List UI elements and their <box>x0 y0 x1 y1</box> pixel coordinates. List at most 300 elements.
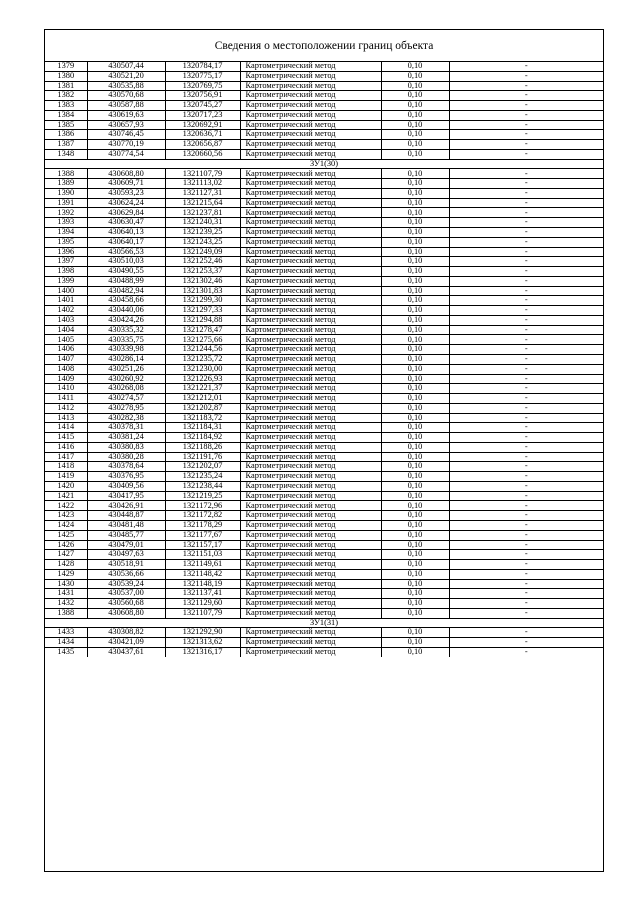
description-cell: - <box>449 511 603 521</box>
table-row <box>45 403 603 413</box>
method-cell: Картометрический метод <box>240 394 381 404</box>
y-coordinate-cell: 1321188,26 <box>165 442 240 452</box>
method-cell: Картометрический метод <box>240 442 381 452</box>
accuracy-cell: 0,10 <box>381 325 449 335</box>
section-label: ЗУ1(30) <box>45 159 603 169</box>
description-cell: - <box>449 579 603 589</box>
accuracy-cell: 0,10 <box>381 550 449 560</box>
y-coordinate-cell: 1321148,42 <box>165 569 240 579</box>
x-coordinate-cell: 430448,87 <box>87 511 165 521</box>
y-coordinate-cell: 1321275,66 <box>165 335 240 345</box>
description-cell: - <box>449 188 603 198</box>
y-coordinate-cell: 1320717,23 <box>165 110 240 120</box>
table-row <box>45 354 603 364</box>
table-row <box>45 169 603 179</box>
accuracy-cell: 0,10 <box>381 247 449 257</box>
x-coordinate-cell: 430507,44 <box>87 62 165 71</box>
description-cell: - <box>449 71 603 81</box>
accuracy-cell: 0,10 <box>381 501 449 511</box>
point-number-cell: 1387 <box>45 140 87 150</box>
method-cell: Картометрический метод <box>240 345 381 355</box>
description-cell: - <box>449 140 603 150</box>
table-row <box>45 237 603 247</box>
accuracy-cell: 0,10 <box>381 101 449 111</box>
y-coordinate-cell: 1321148,19 <box>165 579 240 589</box>
method-cell: Картометрический метод <box>240 62 381 71</box>
y-coordinate-cell: 1321212,01 <box>165 394 240 404</box>
description-cell: - <box>449 315 603 325</box>
description-cell: - <box>449 267 603 277</box>
y-coordinate-cell: 1320660,56 <box>165 149 240 159</box>
accuracy-cell: 0,10 <box>381 257 449 267</box>
method-cell: Картометрический метод <box>240 120 381 130</box>
point-number-cell: 1412 <box>45 403 87 413</box>
x-coordinate-cell: 430490,55 <box>87 267 165 277</box>
y-coordinate-cell: 1321221,37 <box>165 384 240 394</box>
accuracy-cell: 0,10 <box>381 452 449 462</box>
table-row <box>45 599 603 609</box>
accuracy-cell: 0,10 <box>381 394 449 404</box>
y-coordinate-cell: 1321113,02 <box>165 179 240 189</box>
table-row <box>45 462 603 472</box>
y-coordinate-cell: 1321177,67 <box>165 530 240 540</box>
x-coordinate-cell: 430560,68 <box>87 599 165 609</box>
description-cell: - <box>449 62 603 71</box>
method-cell: Картометрический метод <box>240 110 381 120</box>
point-number-cell: 1380 <box>45 71 87 81</box>
y-coordinate-cell: 1320769,75 <box>165 81 240 91</box>
description-cell: - <box>449 130 603 140</box>
method-cell: Картометрический метод <box>240 198 381 208</box>
x-coordinate-cell: 430619,63 <box>87 110 165 120</box>
method-cell: Картометрический метод <box>240 472 381 482</box>
table-row <box>45 149 603 159</box>
accuracy-cell: 0,10 <box>381 472 449 482</box>
description-cell: - <box>449 413 603 423</box>
y-coordinate-cell: 1321253,37 <box>165 267 240 277</box>
accuracy-cell: 0,10 <box>381 130 449 140</box>
point-number-cell: 1428 <box>45 560 87 570</box>
table-row <box>45 228 603 238</box>
x-coordinate-cell: 430608,80 <box>87 608 165 618</box>
description-cell: - <box>449 335 603 345</box>
point-number-cell: 1408 <box>45 364 87 374</box>
description-cell: - <box>449 276 603 286</box>
point-number-cell: 1399 <box>45 276 87 286</box>
x-coordinate-cell: 430308,82 <box>87 628 165 638</box>
description-cell: - <box>449 228 603 238</box>
x-coordinate-cell: 430481,48 <box>87 520 165 530</box>
x-coordinate-cell: 430380,83 <box>87 442 165 452</box>
section-label: ЗУ1(31) <box>45 618 603 628</box>
table-row <box>45 628 603 638</box>
x-coordinate-cell: 430609,71 <box>87 179 165 189</box>
point-number-cell: 1427 <box>45 550 87 560</box>
y-coordinate-cell: 1321239,25 <box>165 228 240 238</box>
y-coordinate-cell: 1321127,31 <box>165 188 240 198</box>
y-coordinate-cell: 1321202,07 <box>165 462 240 472</box>
y-coordinate-cell: 1321252,46 <box>165 257 240 267</box>
x-coordinate-cell: 430458,66 <box>87 296 165 306</box>
table-row <box>45 140 603 150</box>
point-number-cell: 1421 <box>45 491 87 501</box>
y-coordinate-cell: 1321301,83 <box>165 286 240 296</box>
method-cell: Картометрический метод <box>240 101 381 111</box>
x-coordinate-cell: 430482,94 <box>87 286 165 296</box>
x-coordinate-cell: 430421,09 <box>87 638 165 648</box>
accuracy-cell: 0,10 <box>381 354 449 364</box>
point-number-cell: 1379 <box>45 62 87 71</box>
y-coordinate-cell: 1321243,25 <box>165 237 240 247</box>
section-header-row <box>45 618 603 628</box>
x-coordinate-cell: 430274,57 <box>87 394 165 404</box>
table-row <box>45 120 603 130</box>
accuracy-cell: 0,10 <box>381 149 449 159</box>
accuracy-cell: 0,10 <box>381 608 449 618</box>
point-number-cell: 1422 <box>45 501 87 511</box>
accuracy-cell: 0,10 <box>381 296 449 306</box>
method-cell: Картометрический метод <box>240 560 381 570</box>
accuracy-cell: 0,10 <box>381 228 449 238</box>
point-number-cell: 1419 <box>45 472 87 482</box>
y-coordinate-cell: 1321226,93 <box>165 374 240 384</box>
accuracy-cell: 0,10 <box>381 560 449 570</box>
point-number-cell: 1404 <box>45 325 87 335</box>
table-row <box>45 218 603 228</box>
accuracy-cell: 0,10 <box>381 403 449 413</box>
description-cell: - <box>449 394 603 404</box>
point-number-cell: 1406 <box>45 345 87 355</box>
description-cell: - <box>449 325 603 335</box>
x-coordinate-cell: 430479,01 <box>87 540 165 550</box>
accuracy-cell: 0,10 <box>381 647 449 656</box>
method-cell: Картометрический метод <box>240 530 381 540</box>
description-cell: - <box>449 638 603 648</box>
description-cell: - <box>449 442 603 452</box>
description-cell: - <box>449 91 603 101</box>
y-coordinate-cell: 1321184,92 <box>165 433 240 443</box>
point-number-cell: 1388 <box>45 608 87 618</box>
description-cell: - <box>449 306 603 316</box>
method-cell: Картометрический метод <box>240 384 381 394</box>
description-cell: - <box>449 237 603 247</box>
x-coordinate-cell: 430570,68 <box>87 91 165 101</box>
y-coordinate-cell: 1321107,79 <box>165 169 240 179</box>
description-cell: - <box>449 491 603 501</box>
table-row <box>45 638 603 648</box>
x-coordinate-cell: 430286,14 <box>87 354 165 364</box>
point-number-cell: 1395 <box>45 237 87 247</box>
y-coordinate-cell: 1321297,33 <box>165 306 240 316</box>
method-cell: Картометрический метод <box>240 179 381 189</box>
method-cell: Картометрический метод <box>240 325 381 335</box>
accuracy-cell: 0,10 <box>381 286 449 296</box>
x-coordinate-cell: 430587,88 <box>87 101 165 111</box>
point-number-cell: 1396 <box>45 247 87 257</box>
x-coordinate-cell: 430629,84 <box>87 208 165 218</box>
table-row <box>45 560 603 570</box>
method-cell: Картометрический метод <box>240 91 381 101</box>
table-row <box>45 384 603 394</box>
y-coordinate-cell: 1321151,03 <box>165 550 240 560</box>
accuracy-cell: 0,10 <box>381 110 449 120</box>
table-row <box>45 520 603 530</box>
accuracy-cell: 0,10 <box>381 589 449 599</box>
method-cell: Картометрический метод <box>240 501 381 511</box>
x-coordinate-cell: 430251,26 <box>87 364 165 374</box>
point-number-cell: 1431 <box>45 589 87 599</box>
table-row <box>45 101 603 111</box>
table-row <box>45 550 603 560</box>
point-number-cell: 1394 <box>45 228 87 238</box>
point-number-cell: 1424 <box>45 520 87 530</box>
x-coordinate-cell: 430630,47 <box>87 218 165 228</box>
y-coordinate-cell: 1321249,09 <box>165 247 240 257</box>
point-number-cell: 1432 <box>45 599 87 609</box>
point-number-cell: 1417 <box>45 452 87 462</box>
method-cell: Картометрический метод <box>240 306 381 316</box>
boundary-points-table <box>45 62 603 657</box>
point-number-cell: 1388 <box>45 169 87 179</box>
method-cell: Картометрический метод <box>240 374 381 384</box>
accuracy-cell: 0,10 <box>381 579 449 589</box>
point-number-cell: 1386 <box>45 130 87 140</box>
table-row <box>45 364 603 374</box>
point-number-cell: 1413 <box>45 413 87 423</box>
method-cell: Картометрический метод <box>240 247 381 257</box>
accuracy-cell: 0,10 <box>381 374 449 384</box>
accuracy-cell: 0,10 <box>381 462 449 472</box>
method-cell: Картометрический метод <box>240 218 381 228</box>
table-row <box>45 130 603 140</box>
description-cell: - <box>449 540 603 550</box>
table-row <box>45 452 603 462</box>
y-coordinate-cell: 1320775,17 <box>165 71 240 81</box>
y-coordinate-cell: 1321178,29 <box>165 520 240 530</box>
table-row <box>45 481 603 491</box>
method-cell: Картометрический метод <box>240 81 381 91</box>
method-cell: Картометрический метод <box>240 315 381 325</box>
table-row <box>45 345 603 355</box>
table-row <box>45 394 603 404</box>
point-number-cell: 1384 <box>45 110 87 120</box>
y-coordinate-cell: 1320756,91 <box>165 91 240 101</box>
description-cell: - <box>449 530 603 540</box>
x-coordinate-cell: 430440,06 <box>87 306 165 316</box>
table-row <box>45 442 603 452</box>
table-row <box>45 579 603 589</box>
description-cell: - <box>524 647 528 657</box>
method-cell: Картометрический метод <box>240 413 381 423</box>
point-number-cell: 1418 <box>45 462 87 472</box>
method-cell: Картометрический метод <box>240 608 381 618</box>
table-row <box>45 325 603 335</box>
method-cell: Картометрический метод <box>240 257 381 267</box>
description-cell: - <box>449 81 603 91</box>
accuracy-cell: 0,10 <box>381 306 449 316</box>
y-coordinate-cell: 1321238,44 <box>165 481 240 491</box>
x-coordinate-cell: 430518,91 <box>87 560 165 570</box>
accuracy-cell: 0,10 <box>381 267 449 277</box>
table-row <box>45 198 603 208</box>
point-number-cell: 1405 <box>45 335 87 345</box>
y-coordinate-cell: 1321129,60 <box>165 599 240 609</box>
y-coordinate-cell: 1320692,91 <box>165 120 240 130</box>
description-cell: - <box>449 120 603 130</box>
x-coordinate-cell: 430497,63 <box>87 550 165 560</box>
description-cell: - <box>449 452 603 462</box>
accuracy-cell: 0,10 <box>381 423 449 433</box>
x-coordinate-cell: 430282,38 <box>87 413 165 423</box>
y-coordinate-cell: 1321107,79 <box>165 608 240 618</box>
accuracy-cell: 0,10 <box>381 188 449 198</box>
y-coordinate-cell: 1320784,17 <box>165 62 240 71</box>
y-coordinate-cell: 1321230,00 <box>165 364 240 374</box>
description-cell: - <box>449 433 603 443</box>
point-number-cell: 1389 <box>45 179 87 189</box>
method-cell: Картометрический метод <box>240 569 381 579</box>
table-row <box>45 530 603 540</box>
accuracy-cell: 0,10 <box>381 599 449 609</box>
method-cell: Картометрический метод <box>240 364 381 374</box>
accuracy-cell: 0,10 <box>381 481 449 491</box>
method-cell: Картометрический метод <box>240 208 381 218</box>
point-number-cell: 1398 <box>45 267 87 277</box>
accuracy-cell: 0,10 <box>381 628 449 638</box>
description-cell: - <box>449 198 603 208</box>
accuracy-cell: 0,10 <box>381 491 449 501</box>
method-cell: Картометрический метод <box>240 628 381 638</box>
point-number-cell: 1381 <box>45 81 87 91</box>
table-row <box>45 179 603 189</box>
description-cell: - <box>449 403 603 413</box>
coordinates-sheet <box>44 29 604 872</box>
point-number-cell: 1397 <box>45 257 87 267</box>
accuracy-cell: 0,10 <box>381 345 449 355</box>
method-cell: Картометрический метод <box>240 520 381 530</box>
y-coordinate-cell: 1321191,76 <box>165 452 240 462</box>
accuracy-cell: 0,10 <box>381 81 449 91</box>
y-coordinate-cell: 1321172,82 <box>165 511 240 521</box>
point-number-cell: 1382 <box>45 91 87 101</box>
accuracy-cell: 0,10 <box>381 638 449 648</box>
x-coordinate-cell: 430657,93 <box>87 120 165 130</box>
method-cell: Картометрический метод <box>240 638 381 648</box>
y-coordinate-cell: 1321137,41 <box>165 589 240 599</box>
x-coordinate-cell: 430335,32 <box>87 325 165 335</box>
description-cell: - <box>449 608 603 618</box>
method-cell: Картометрический метод <box>240 462 381 472</box>
method-cell: Картометрический метод <box>240 228 381 238</box>
method-cell: Картометрический метод <box>240 276 381 286</box>
y-coordinate-cell: 1321302,46 <box>165 276 240 286</box>
table-row <box>45 374 603 384</box>
description-cell: - <box>449 169 603 179</box>
y-coordinate-cell: 1321244,56 <box>165 345 240 355</box>
method-cell: Картометрический метод <box>240 169 381 179</box>
table-row <box>45 540 603 550</box>
method-cell: Картометрический метод <box>240 579 381 589</box>
accuracy-cell: 0,10 <box>381 198 449 208</box>
table-row <box>45 413 603 423</box>
y-coordinate-cell: 1321292,90 <box>165 628 240 638</box>
table-title: Сведения о местоположении границ объекта <box>45 30 603 62</box>
point-number-cell: 1411 <box>45 394 87 404</box>
table-row <box>45 433 603 443</box>
y-coordinate-cell: 1321316,17 <box>165 647 240 656</box>
x-coordinate-cell: 430521,20 <box>87 71 165 81</box>
x-coordinate-cell: 430417,95 <box>87 491 165 501</box>
x-coordinate-cell: 430593,23 <box>87 188 165 198</box>
x-coordinate-cell: 430424,26 <box>87 315 165 325</box>
point-number-cell: 1433 <box>45 628 87 638</box>
accuracy-cell: 0,10 <box>381 364 449 374</box>
method-cell: Картометрический метод <box>240 237 381 247</box>
point-number-cell: 1400 <box>45 286 87 296</box>
x-coordinate-cell: 430437,61 <box>87 647 165 656</box>
description-cell: - <box>449 247 603 257</box>
y-coordinate-cell: 1320656,87 <box>165 140 240 150</box>
table-row <box>45 501 603 511</box>
x-coordinate-cell: 430376,95 <box>87 472 165 482</box>
x-coordinate-cell: 430640,13 <box>87 228 165 238</box>
accuracy-cell: 0,10 <box>381 62 449 71</box>
y-coordinate-cell: 1321278,47 <box>165 325 240 335</box>
x-coordinate-cell: 430339,98 <box>87 345 165 355</box>
point-number-cell: 1393 <box>45 218 87 228</box>
x-coordinate-cell: 430378,64 <box>87 462 165 472</box>
description-cell: - <box>449 208 603 218</box>
table-row <box>45 491 603 501</box>
point-number-cell: 1416 <box>45 442 87 452</box>
table-row <box>45 647 603 656</box>
accuracy-cell: 0,10 <box>381 569 449 579</box>
method-cell: Картометрический метод <box>240 130 381 140</box>
point-number-cell: 1383 <box>45 101 87 111</box>
description-cell: - <box>449 374 603 384</box>
description-cell: - <box>449 101 603 111</box>
y-coordinate-cell: 1321299,30 <box>165 296 240 306</box>
method-cell: Картометрический метод <box>240 140 381 150</box>
accuracy-cell: 0,10 <box>381 276 449 286</box>
point-number-cell: 1430 <box>45 579 87 589</box>
table-row <box>45 81 603 91</box>
point-number-cell: 1420 <box>45 481 87 491</box>
table-row <box>45 188 603 198</box>
table-row <box>45 286 603 296</box>
method-cell: Картометрический метод <box>240 267 381 277</box>
accuracy-cell: 0,10 <box>381 315 449 325</box>
table-row <box>45 296 603 306</box>
accuracy-cell: 0,10 <box>381 442 449 452</box>
method-cell: Картометрический метод <box>240 354 381 364</box>
y-coordinate-cell: 1321172,96 <box>165 501 240 511</box>
y-coordinate-cell: 1321235,24 <box>165 472 240 482</box>
x-coordinate-cell: 430378,31 <box>87 423 165 433</box>
y-coordinate-cell: 1321313,62 <box>165 638 240 648</box>
point-number-cell: 1435 <box>45 647 87 656</box>
method-cell: Картометрический метод <box>240 540 381 550</box>
point-number-cell: 1403 <box>45 315 87 325</box>
accuracy-cell: 0,10 <box>381 91 449 101</box>
x-coordinate-cell: 430485,77 <box>87 530 165 540</box>
point-number-cell: 1415 <box>45 433 87 443</box>
x-coordinate-cell: 430624,24 <box>87 198 165 208</box>
accuracy-cell: 0,10 <box>381 335 449 345</box>
x-coordinate-cell: 430537,00 <box>87 589 165 599</box>
x-coordinate-cell: 430535,88 <box>87 81 165 91</box>
x-coordinate-cell: 430335,75 <box>87 335 165 345</box>
